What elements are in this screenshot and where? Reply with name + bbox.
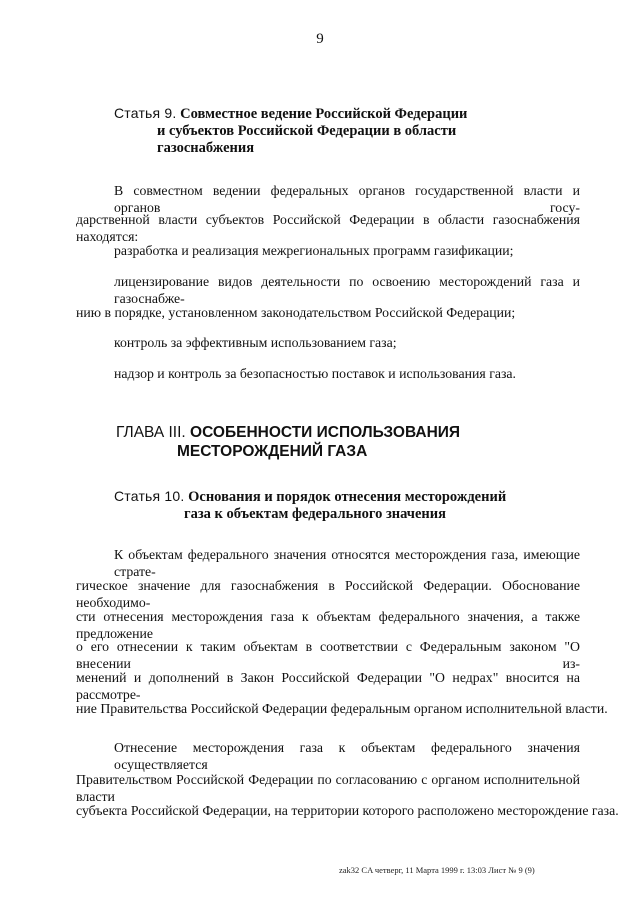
article-10-paragraph-line: К объектам федерального значения относятся месторождения газа, имеющие страте- [114, 547, 580, 579]
article-9-heading [114, 105, 554, 157]
article-9-title-line-2: и субъектов Российской Федерации в области [157, 123, 457, 139]
article-10-paragraph-line: Правительством Российской Федерации по согласованию с органом исполнительной власти [76, 772, 580, 804]
article-9-paragraph-line: дарственной власти субъектов Российской Федерации в области газоснабжения находятся: [76, 212, 580, 244]
article-9-title-line-3: газоснабжения [157, 140, 255, 156]
article-10-paragraph-line: сти отнесения месторождения газа к объектам федерального значения, а также предложение [76, 609, 580, 641]
article-9-paragraph-line: В совместном ведении федеральных органов государственной власти и органов госу- [114, 183, 580, 215]
article-9-list-item: контроль за эффективным использованием газа; [114, 335, 397, 350]
article-10-paragraph-line: субъекта Российской Федерации, на территории которого расположено месторождение газа. [76, 803, 619, 818]
article-9-prefix: Статья 9. [114, 105, 177, 121]
article-10-paragraph-line: о его отнесении к таким объектам в соответствии с Федеральным законом "О внесении из- [76, 639, 580, 671]
article-10-paragraph-line: Отнесение месторождения газа к объектам федерального значения осуществляется [114, 740, 580, 772]
article-10-title-line-2: газа к объектам федерального значения [184, 506, 446, 522]
article-9-list-item: разработка и реализация межрегиональных программ газификации; [114, 243, 514, 258]
chapter-3-title-line-2: МЕСТОРОЖДЕНИЙ ГАЗА [177, 443, 368, 460]
document-footer: zak32 CA четверг, 11 Марта 1999 г. 13:03 Лист № 9 (9) [339, 865, 535, 875]
chapter-3-heading [116, 423, 536, 461]
article-10-prefix: Статья 10. [114, 488, 185, 504]
chapter-3-title-line-1: ОСОБЕННОСТИ ИСПОЛЬЗОВАНИЯ [190, 424, 461, 441]
article-9-list-item: надзор и контроль за безопасностью поставок и использования газа. [114, 366, 516, 381]
article-10-paragraph-line: гическое значение для газоснабжения в Российской Федерации. Обоснование необходимо- [76, 578, 580, 610]
article-10-paragraph-line: ние Правительства Российской Федерации федеральным органом исполнительной власти. [76, 701, 608, 716]
article-9-list-item-continuation: нию в порядке, установленном законодательством Российской Федерации; [76, 305, 516, 320]
article-9-title-line-1: Совместное ведение Российской Федерации [180, 106, 468, 122]
article-10-title-line-1: Основания и порядок отнесения месторождений [188, 489, 507, 505]
page-number: 9 [316, 31, 324, 47]
article-10-heading [114, 488, 554, 523]
article-10-paragraph-line: менений и дополнений в Закон Российской Федерации "О недрах" вносится на рассмотре- [76, 670, 580, 702]
chapter-3-prefix: ГЛАВА III. [116, 424, 186, 441]
article-9-list-item: лицензирование видов деятельности по освоению месторождений газа и газоснабже- [114, 274, 580, 306]
